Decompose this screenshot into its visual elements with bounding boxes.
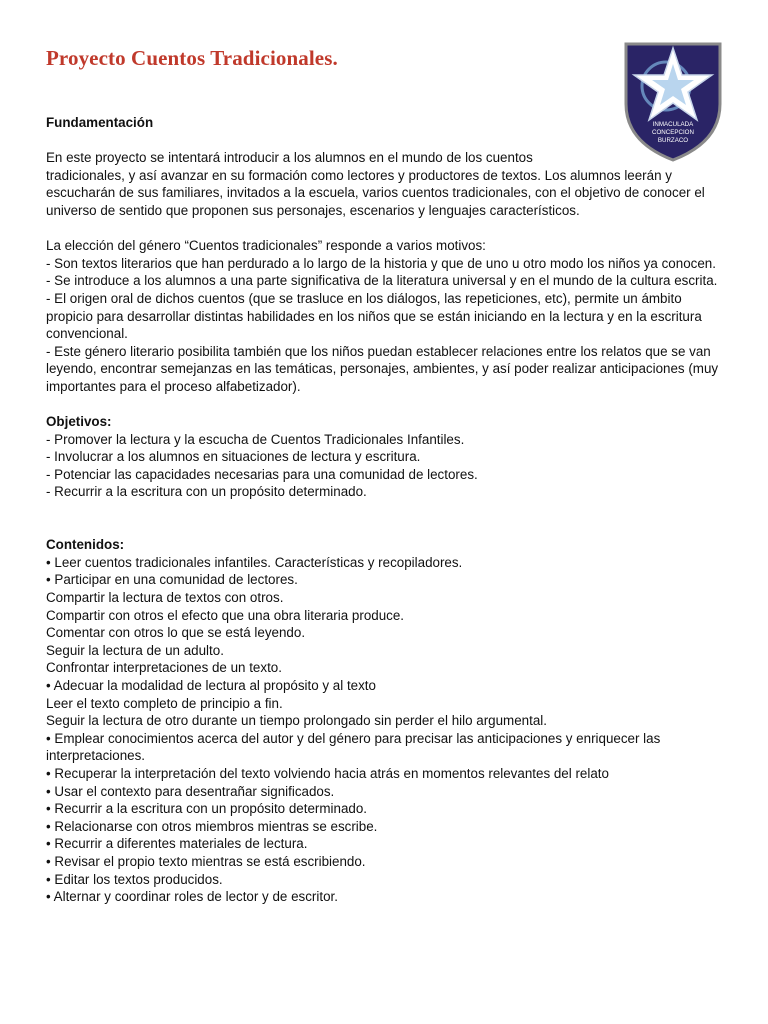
- contenido-item: Confrontar interpretaciones de un texto.: [46, 660, 282, 676]
- logo-text-line1: INMACULADA: [652, 121, 694, 128]
- contenido-item: • Usar el contexto para desentrañar significados.: [46, 783, 335, 799]
- contenido-item: Seguir la lectura de otro durante un tiempo prolongado sin perder el hilo argumental.: [46, 713, 547, 729]
- motivos-intro: La elección del género “Cuentos tradicionales” responde a varios motivos:: [46, 238, 486, 254]
- objetivo-item: - Involucrar a los alumnos en situaciones de lectura y escritura.: [46, 449, 421, 465]
- contenidos-heading: Contenidos:: [46, 537, 125, 553]
- contenido-item: • Recurrir a la escritura con un propósito determinado.: [46, 801, 368, 817]
- objetivos-heading: Objetivos:: [46, 414, 112, 430]
- contenido-item: • Alternar y coordinar roles de lector y de escritor.: [46, 889, 338, 905]
- fundamentacion-heading: Fundamentación: [46, 115, 154, 130]
- logo-text-line2: CONCEPCION: [652, 129, 694, 136]
- motivo-item: - Se introduce a los alumnos a una parte significativa de la literatura universal y en el mundo de la cultura escrita.: [46, 273, 718, 289]
- contenido-item: • Relacionarse con otros miembros mientras se escribe.: [46, 818, 378, 834]
- motivo-item: - El origen oral de dichos cuentos (que se trasluce en los diálogos, las repeticiones, etc), permite un ámbito propicio para desarrollar distintas habilidades en los niños que se están iniciando en la lectura y en la escritura convencional.: [46, 290, 702, 342]
- objetivo-item: - Potenciar las capacidades necesarias para una comunidad de lectores.: [46, 466, 478, 482]
- contenido-item: Compartir con otros el efecto que una obra literaria produce.: [46, 607, 405, 623]
- contenido-item: • Adecuar la modalidad de lectura al propósito y al texto: [46, 678, 376, 693]
- objetivo-item: - Promover la lectura y la escucha de Cuentos Tradicionales Infantiles.: [46, 431, 465, 447]
- fundamentacion-intro-line1: En este proyecto se intentará introducir a los alumnos en el mundo de los cuentos: [46, 150, 533, 166]
- contenido-item: • Editar los textos producidos.: [46, 871, 223, 887]
- objetivo-item: - Recurrir a la escritura con un propósito determinado.: [46, 484, 367, 500]
- contenido-item: • Participar en una comunidad de lectores.: [46, 572, 298, 588]
- fundamentacion-intro-rest: tradicionales, y así avanzar en su formación como lectores y productores de textos. Los alumnos leerán y escucharán de sus familiares, invitados a la escuela, varios cuentos tradicionales, con el objetivo de conocer el universo de sentido que proponen sus personajes, escenarios y lenguajes característicos.: [46, 167, 705, 218]
- contenido-item: Leer el texto completo de principio a fin.: [46, 695, 283, 711]
- contenido-item: • Recurrir a diferentes materiales de lectura.: [46, 836, 308, 852]
- motivo-item: - Este género literario posibilita también que los niños puedan establecer relaciones entre los relatos que se van leyendo, encontrar semejanzas en las temáticas, personajes, ambientes, y así poder realizar anticipaciones (muy importantes para el proceso alfabetizador).: [46, 343, 719, 394]
- contenido-item: • Recuperar la interpretación del texto volviendo hacia atrás en momentos relevantes del relato: [46, 765, 609, 781]
- contenido-item: Seguir la lectura de un adulto.: [46, 642, 224, 658]
- contenido-item: Comentar con otros lo que se está leyendo.: [46, 625, 306, 641]
- logo-text-line3: BURZACO: [657, 137, 689, 144]
- page-title: Proyecto Cuentos Tradicionales.: [46, 46, 338, 70]
- contenido-item: • Emplear conocimientos acerca del autor y del género para precisar las anticipaciones y enriquecer las interpretaciones.: [46, 730, 661, 764]
- contenido-item: Compartir la lectura de textos con otros.: [46, 590, 284, 606]
- contenido-item: • Leer cuentos tradicionales infantiles. Características y recopiladores.: [46, 554, 463, 570]
- motivo-item: - Son textos literarios que han perdurado a lo largo de la historia y que de uno u otro modo los niños ya conocen.: [46, 255, 716, 271]
- contenido-item: • Revisar el propio texto mientras se está escribiendo.: [46, 853, 366, 869]
- document-body: [46, 114, 726, 906]
